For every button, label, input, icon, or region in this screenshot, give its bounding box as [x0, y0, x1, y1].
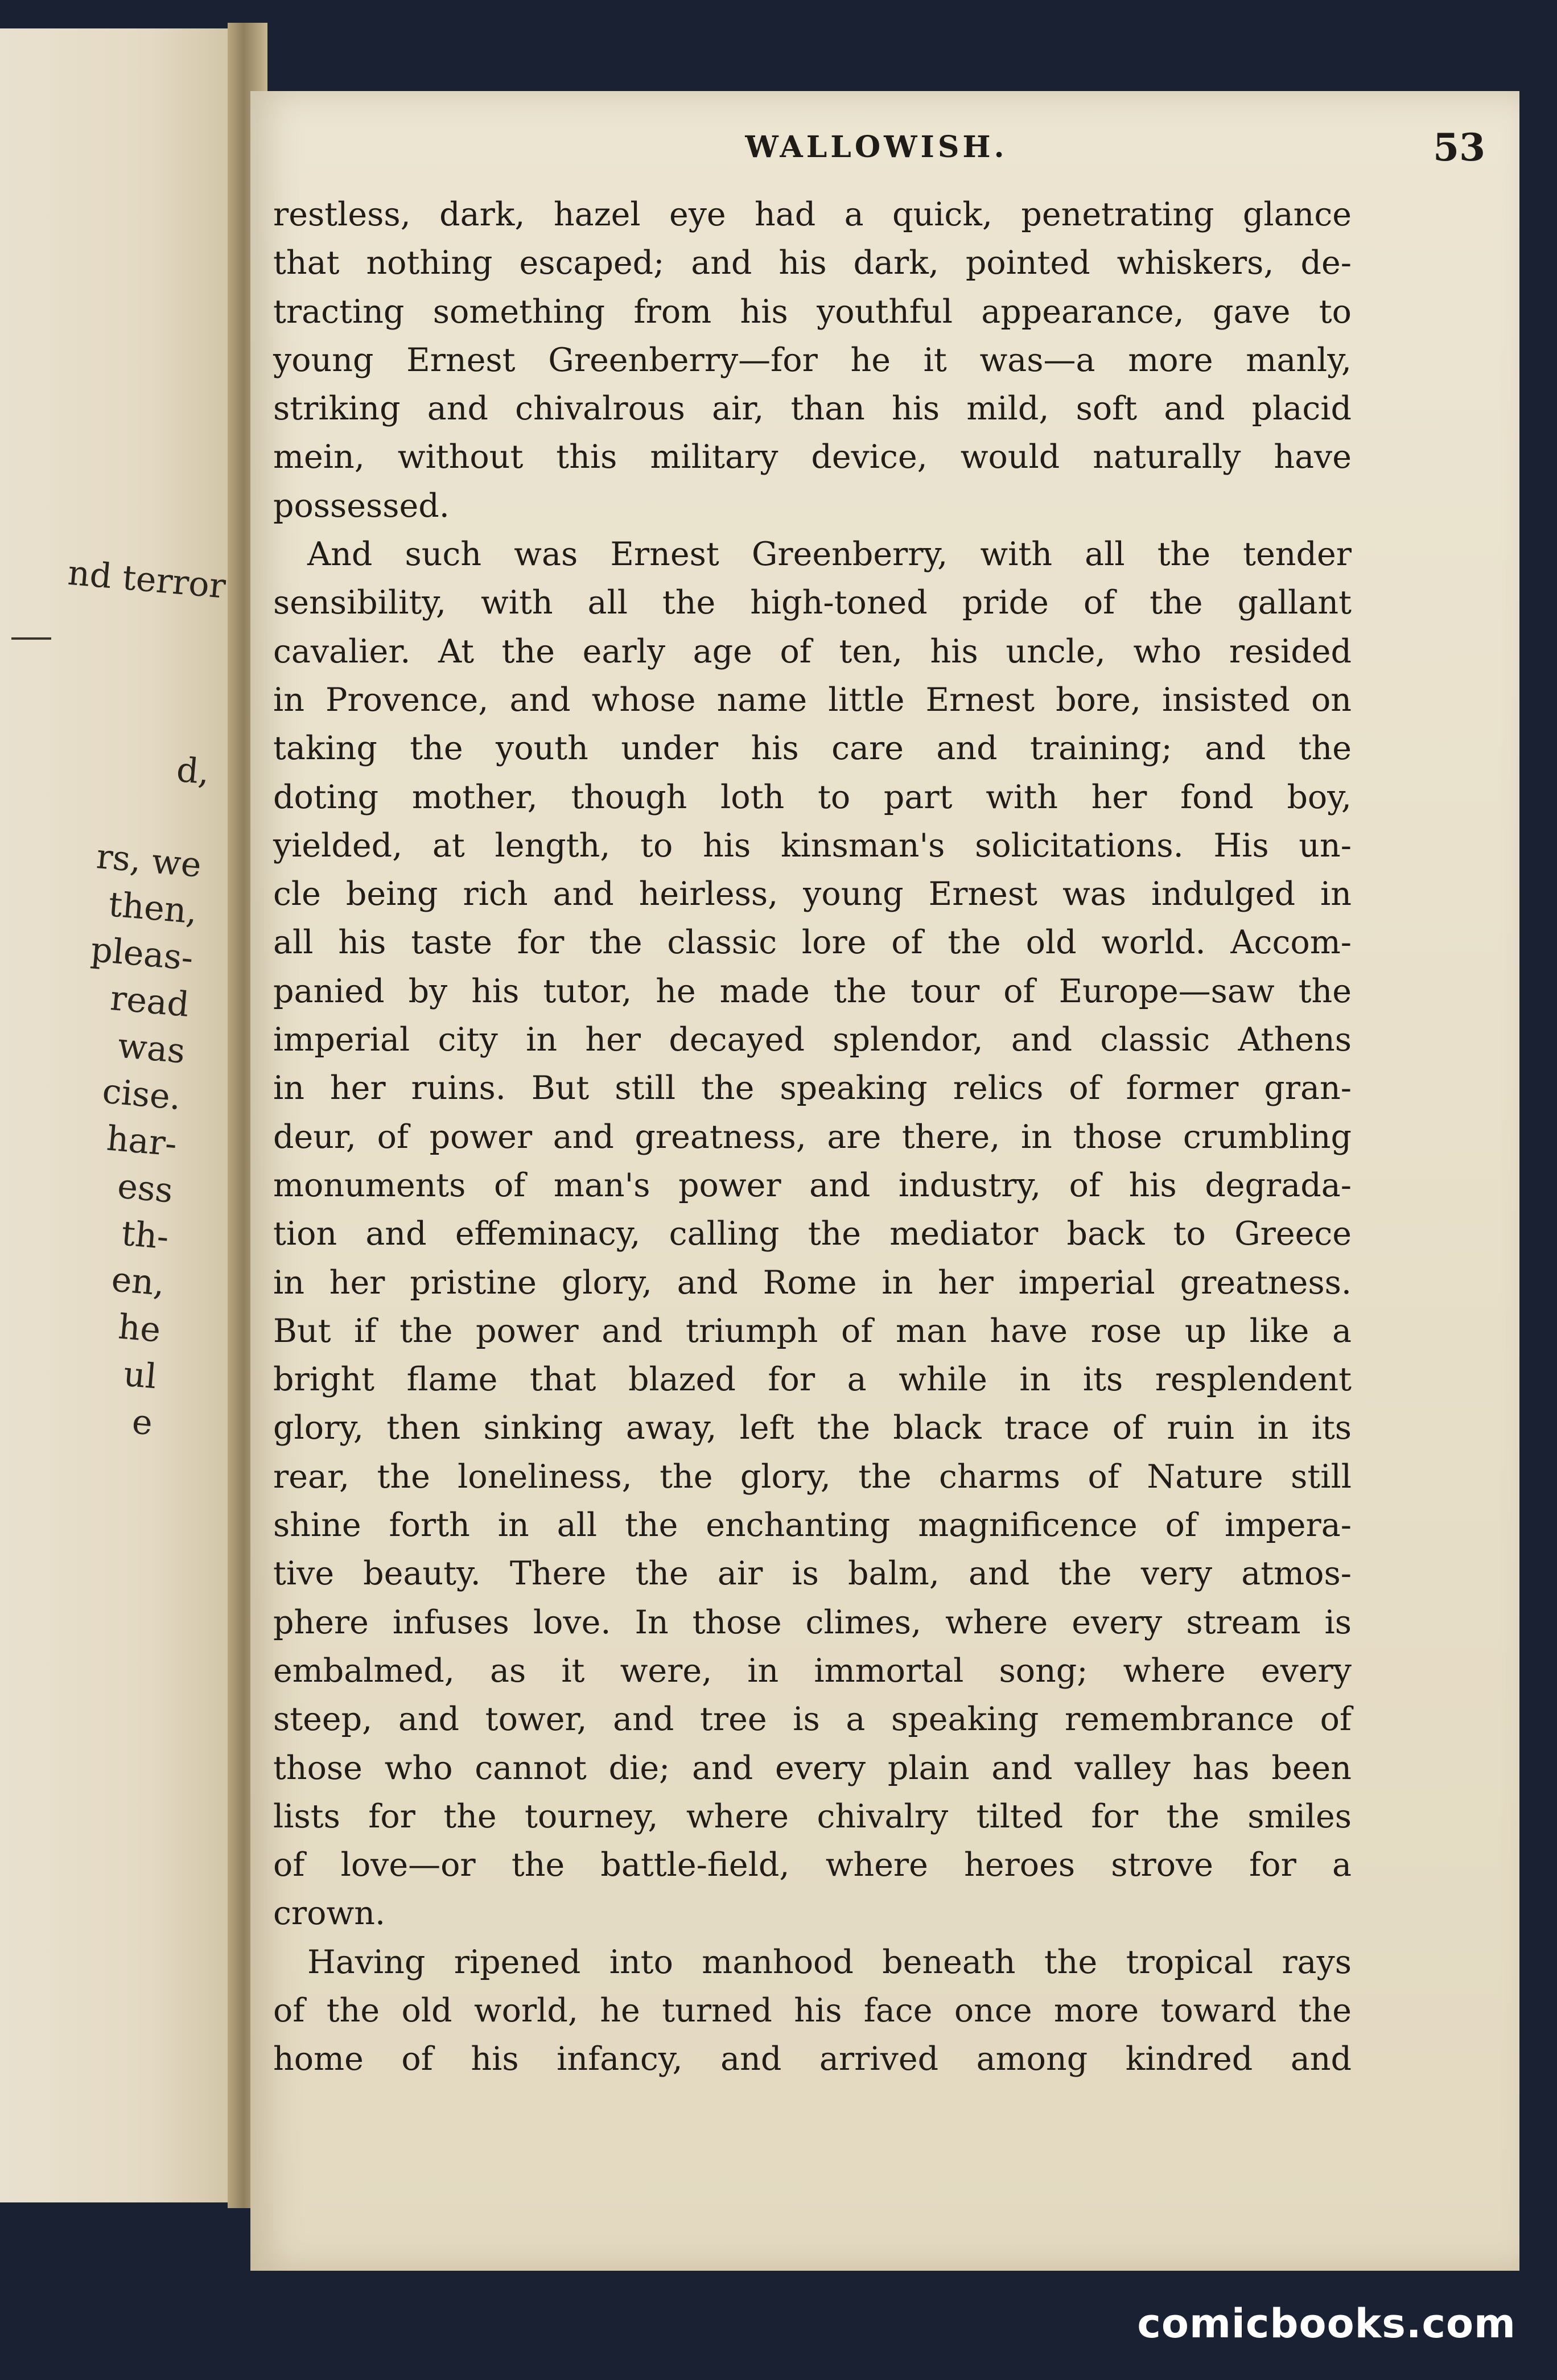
text-line: restless, dark, hazel eye had a quick, penetrating glance [273, 196, 1352, 233]
left-page-text-fragment: nd terror d, rs, we then, pleas- read was cise. har- ess th- en, he ul e [66, 553, 228, 1444]
text-line: tion and effeminacy, calling the mediator back to Greece [273, 1215, 1352, 1253]
text-line: sensibility, with all the high-toned pride of the gallant [273, 584, 1352, 622]
text-line: imperial city in her decayed splendor, and classic Athens [273, 1021, 1352, 1059]
text-line: taking the youth under his care and training; and the [273, 730, 1352, 768]
text-line: in her ruins. But still the speaking relics of former gran- [273, 1069, 1352, 1107]
left-page-rule [11, 637, 51, 640]
text-line: that nothing escaped; and his dark, pointed whiskers, de- [273, 244, 1352, 282]
text-line: of love—or the battle-field, where heroes strove for a [273, 1846, 1352, 1884]
text-line: all his taste for the classic lore of the old world. Accom- [273, 924, 1352, 962]
text-line: cavalier. At the early age of ten, his uncle, who resided [273, 632, 1352, 670]
text-line: tive beauty. There the air is balm, and the very atmos- [273, 1555, 1352, 1593]
body-text [273, 191, 1352, 2084]
text-line: glory, then sinking away, left the black trace of ruin in its [273, 1409, 1352, 1447]
text-line: mein, without this military device, would naturally have [273, 438, 1352, 476]
left-page [0, 28, 245, 2202]
text-line: deur, of power and greatness, are there, in those crumbling [273, 1118, 1352, 1156]
text-line: young Ernest Greenberry—for he it was—a more manly, [273, 341, 1352, 379]
text-line: embalmed, as it were, in immortal song; where every [273, 1652, 1352, 1690]
text-line: phere infuses love. In those climes, where every stream is [273, 1603, 1352, 1641]
text-line: in Provence, and whose name little Ernest bore, insisted on [273, 681, 1352, 719]
text-line: of the old world, he turned his face once more toward the [273, 1991, 1352, 2029]
running-head [267, 125, 1485, 176]
text-line: monuments of man's power and industry, of his degrada- [273, 1166, 1352, 1204]
text-line: panied by his tutor, he made the tour of Europe—saw the [273, 972, 1352, 1010]
text-line: tracting something from his youthful appearance, gave to [273, 293, 1352, 331]
text-line: doting mother, though loth to part with her fond boy, [273, 778, 1352, 816]
text-line: steep, and tower, and tree is a speaking remembrance of [273, 1700, 1352, 1739]
right-page [250, 91, 1519, 2271]
text-line: cle being rich and heirless, young Ernest was indulged in [273, 875, 1352, 913]
page-number: 53 [1433, 125, 1485, 170]
text-line: those who cannot die; and every plain and valley has been [273, 1749, 1352, 1787]
text-line: in her pristine glory, and Rome in her imperial greatness. [273, 1263, 1352, 1302]
text-line: rear, the loneliness, the glory, the charms of Nature still [273, 1457, 1352, 1496]
text-line: And such was Ernest Greenberry, with all the tender [307, 536, 1352, 574]
text-line: lists for the tourney, where chivalry tilted for the smiles [273, 1797, 1352, 1835]
text-line: striking and chivalrous air, than his mild, soft and placid [273, 390, 1352, 428]
text-line: crown. [273, 1895, 386, 1933]
watermark: comicbooks.com [1137, 2300, 1516, 2347]
text-line: Having ripened into manhood beneath the tropical rays [307, 1943, 1352, 1981]
text-line: shine forth in all the enchanting magnificence of impera- [273, 1506, 1352, 1545]
text-line: bright flame that blazed for a while in its resplendent [273, 1361, 1352, 1399]
running-title: WALLOWISH. [745, 130, 1008, 164]
text-line: possessed. [273, 487, 450, 525]
text-line: home of his infancy, and arrived among kindred and [273, 2040, 1352, 2078]
text-line: But if the power and triumph of man have rose up like a [273, 1312, 1352, 1350]
text-line: yielded, at length, to his kinsman's solicitations. His un- [273, 826, 1352, 864]
